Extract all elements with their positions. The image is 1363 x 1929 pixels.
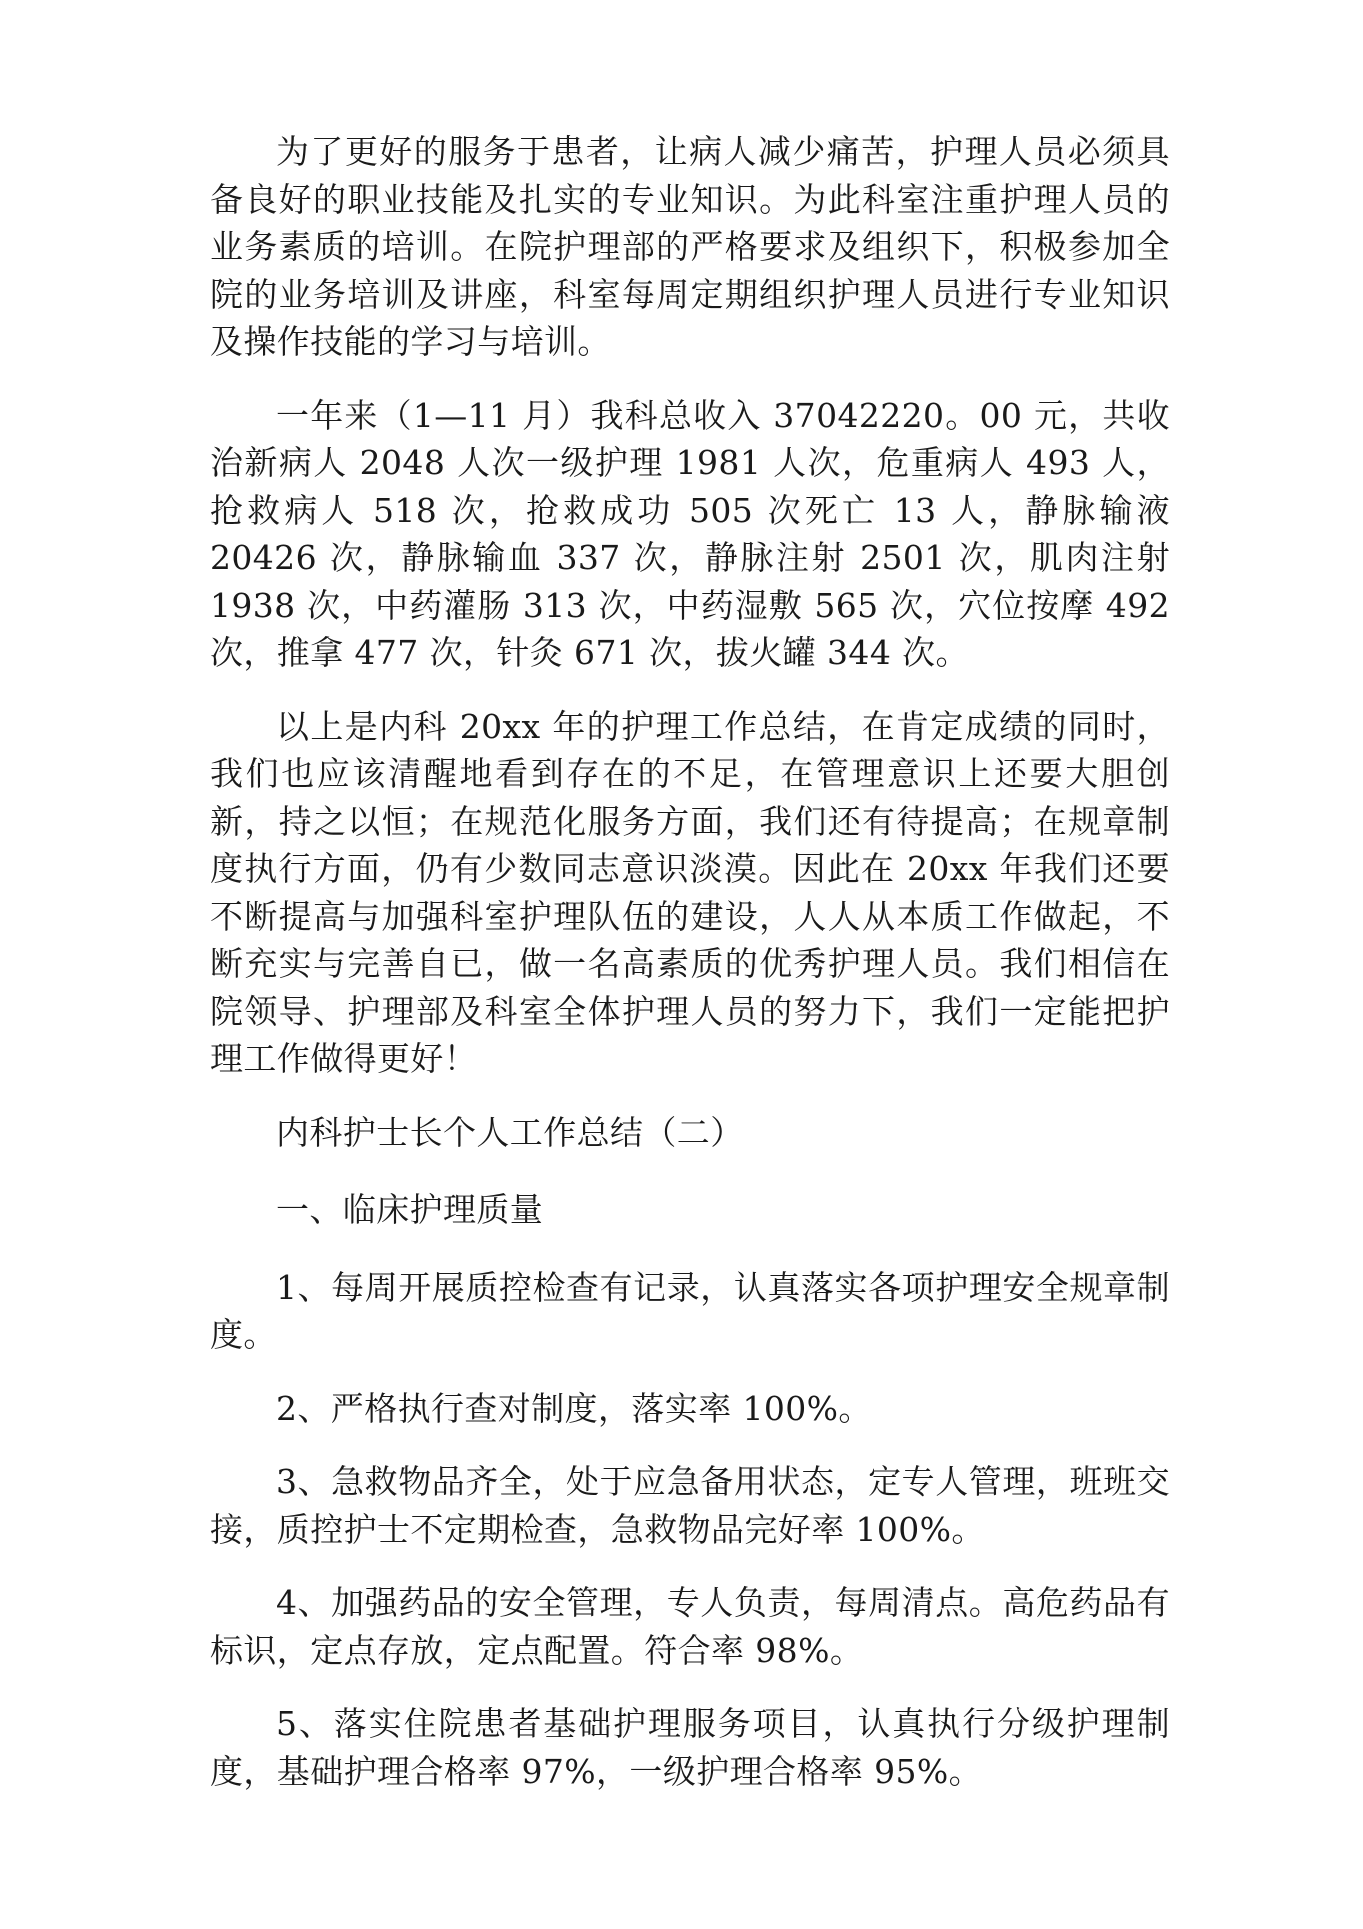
paragraph-training: 为了更好的服务于患者，让病人减少痛苦，护理人员必须具备良好的职业技能及扎实的专业知识。为此科室注重护理人员的业务素质的培训。在院护理部的严格要求及组织下，积极参加全院的业务培训及讲座，科室每周定期组织护理人员进行专业知识及操作技能的学习与培训。: [210, 132, 1170, 361]
paragraph-annual-statistics: 一年来（1—11 月）我科总收入 37042220。00 元，共收治新病人 2048 人次一级护理 1981 人次，危重病人 493 人，抢救病人 518 次，抢救成功 505 次死亡 13 人，静脉输液 20426 次，静脉输血 337 次，静脉注射 2501 次，肌肉注射 1938 次，中药灌肠 313 次，中药湿敷 565 次，穴位按摩 492 次，推拿 477 次，针灸 671 次，拔火罐 344 次。: [210, 395, 1170, 672]
section-title: 内科护士长个人工作总结（二）: [276, 1112, 744, 1152]
paragraph-summary-conclusion: 以上是内科 20xx 年的护理工作总结，在肯定成绩的同时，我们也应该清醒地看到存在的不足，在管理意识上还要大胆创新，持之以恒；在规范化服务方面，我们还有待提高；在规章制度执行方面，仍有少数同志意识淡漠。因此在 20xx 年我们还要不断提高与加强科室护理队伍的建设，人人从本质工作做起，不断充实与完善自已，做一名高素质的优秀护理人员。我们相信在院领导、护理部及科室全体护理人员的努力下，我们一定能把护理工作做得更好！: [210, 706, 1170, 1078]
list-item-4: 4、加强药品的安全管理，专人负责，每周清点。高危药品有标识，定点存放，定点配置。符合率 98%。: [210, 1583, 1170, 1670]
list-item-3: 3、急救物品齐全，处于应急备用状态，定专人管理，班班交接，质控护士不定期检查，急救物品完好率 100%。: [210, 1462, 1170, 1549]
document-body: [210, 128, 1170, 1821]
list-item-5: 5、落实住院患者基础护理服务项目，认真执行分级护理制度，基础护理合格率 97%，一级护理合格率 95%。: [210, 1704, 1170, 1791]
subsection-heading: 一、临床护理质量: [276, 1190, 544, 1229]
list-item-1: 1、每周开展质控检查有记录，认真落实各项护理安全规章制度。: [210, 1267, 1170, 1354]
list-item-2: 2、严格执行查对制度，落实率 100%。: [276, 1388, 872, 1428]
